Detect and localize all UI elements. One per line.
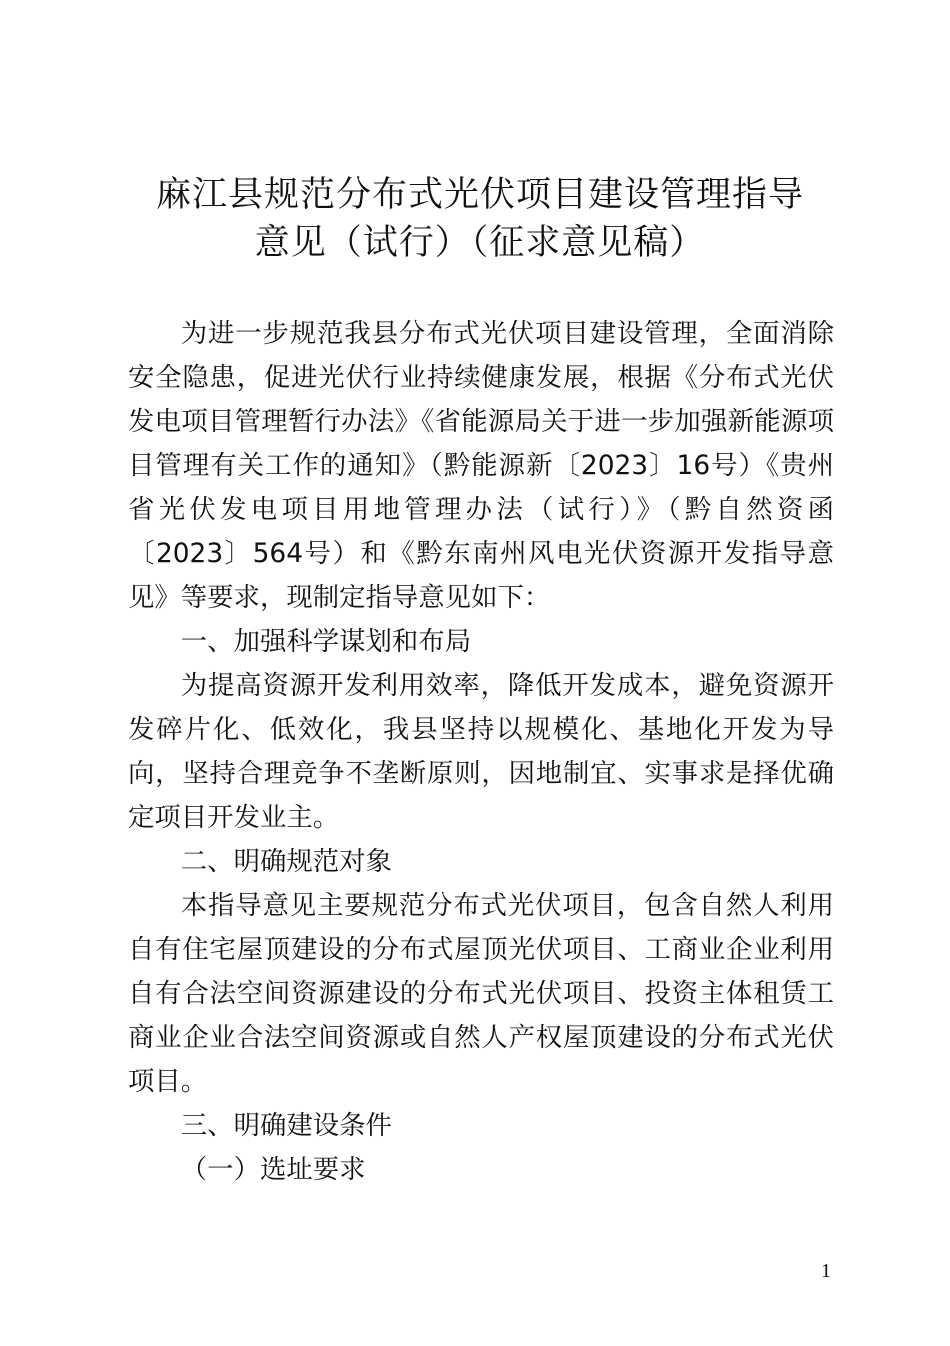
intro-paragraph: 为进一步规范我县分布式光伏项目建设管理，全面消除安全隐患，促进光伏行业持续健康发展，根据《分布式光伏发电项目管理暂行办法》《省能源局关于进一步加强新能源项目管理有关工作的通知》（黔能源新〔2023〕16号）《贵州省光伏发电项目用地管理办法（试行）》（黔自然资函〔2023〕564号）和《黔东南州风电光伏资源开发指导意见》等要求，现制定指导意见如下：	[128, 318, 834, 613]
section-3-heading: 三、明确建设条件	[180, 1110, 392, 1141]
section-2-heading: 二、明确规范对象	[180, 846, 392, 877]
document-body	[128, 312, 834, 1192]
section-1-paragraph: 为提高资源开发利用效率，降低开发成本，避免资源开发碎片化、低效化，我县坚持以规模化、基地化开发为导向，坚持合理竞争不垄断原则，因地制宜、实事求是择优确定项目开发业主。	[128, 670, 834, 833]
document-title-line-1: 麻江县规范分布式光伏项目建设管理指导	[155, 175, 804, 215]
document-title-line-2: 意见（试行）（征求意见稿）	[254, 223, 706, 263]
section-1-heading: 一、加强科学谋划和布局	[180, 626, 472, 657]
page-number: 1	[821, 1260, 831, 1282]
section-2-paragraph: 本指导意见主要规范分布式光伏项目，包含自然人利用自有住宅屋顶建设的分布式屋顶光伏项目、工商业企业利用自有合法空间资源建设的分布式光伏项目、投资主体租赁工商业企业合法空间资源或自然人产权屋顶建设的分布式光伏项目。	[128, 890, 834, 1097]
subsection-1-heading: （一）选址要求	[180, 1154, 366, 1185]
